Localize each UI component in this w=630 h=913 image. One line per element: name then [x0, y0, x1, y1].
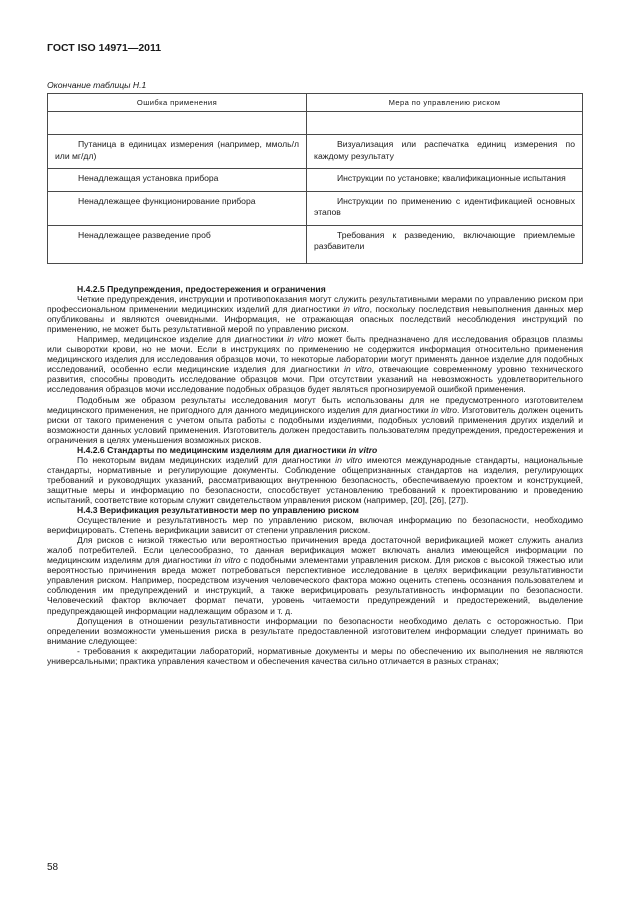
error-cell: Путаница в единицах измерения (например, ммоль/л или мг/дл) [48, 135, 307, 169]
document-header: ГОСТ ISO 14971—2011 [47, 42, 162, 54]
section-heading-h425: Н.4.2.5 Предупреждения, предостережения и ограничения [77, 284, 326, 294]
list-item: - требования к аккредитации лабораторий, нормативные документы и меры по обеспечению их выполнения не являются универсальными; практика управления качеством и обеспечения качества сильно отличается в разных странах; [47, 645, 583, 666]
section-heading-h43: Н.4.3 Верификация результативности мер по управлению риском [77, 505, 359, 516]
measure-cell: Инструкции по применению с идентификацией основных этапов [307, 191, 583, 225]
table-caption: Окончание таблицы Н.1 [47, 80, 147, 90]
paragraph: По некоторым видам медицинских изделий для диагностики in vitro имеются международные стандарты, национальные стандарты, нормативные и регулирующие документы. Соблюдение общепризнанных стандартов на изделия, регулирующих требований и руководящих указаний, рассматривающих внутреннюю безопасность, обеспечиваемую проектом и конструкцией, защитные меры и информацию по безопасности, способствует установлению требований к проектированию и проведению испытаний, соответствие которым служит свидетельством управления риском (например, [20], [26], [27]). [47, 454, 584, 505]
measure-cell: Инструкции по установке; квалификационные испытания [307, 169, 583, 192]
paragraph: Подобным же образом результаты исследования могут быть использованы для не предусмотренного изготовителем медицинского применения, не пригодного для данного медицинского изделия для диагностики in vitro. Изготовитель должен оценить риски от такого применения с учетом опыта работы с подобными изделиями, подобных условий применения других изделий и возможности данных условий применения. Изготовитель должен предоставить пользователям предупреждения, предостережения и ограничения в целях уменьшения возможных рисков. [47, 394, 583, 445]
measure-cell: Требования к разведению, включающие приемлемые разбавители [307, 225, 583, 263]
paragraph: Для рисков с низкой тяжестью или вероятностью причинения вреда достаточной верификацией может служить анализ жалоб потребителей. Если целесообразно, то данная верификация может включать анализ имеющейся информации по медицинским изделиям для диагностики in vitro с подобными элементами управления риском. Для рисков с высокой тяжестью или вероятностью причинения вреда может потребоваться перспективное исследование в целях верификации результативности управления риском. Например, посредством изучения человеческого фактора можно оценить степень осознания пользователем и соблюдения им предупреждений и инструкций, а также верифицировать результативность информации по безопасности. Человеческий фактор включает формат печати, уровень читаемости предупреждений и предостережений, выделение предупреждающей информации надлежащим образом и т. д. [47, 535, 583, 616]
paragraph: Допущения в отношении результативности информации по безопасности необходимо делать с осторожностью. При определении возможности уменьшения риска в результате предоставленной изготовителем информации следует принимать во внимание следующее: [47, 615, 583, 646]
column-header-error: Ошибка применения [48, 94, 307, 112]
error-cell: Ненадлежащее разведение проб [48, 225, 307, 263]
section-heading-h426: Н.4.2.6 Стандарты по медицинским изделиям для диагностики in vitro [77, 444, 378, 455]
table-row [48, 191, 583, 225]
page-number: 58 [47, 862, 59, 873]
table-row [48, 135, 583, 169]
table-row [48, 169, 583, 192]
table-header-row [48, 94, 583, 112]
column-header-measure: Мера по управлению риском [307, 94, 583, 112]
table-spacer-row [48, 112, 583, 135]
paragraph: Осуществление и результативность мер по управлению риском, включая информацию по безопасности, необходимо верифицировать. Степень верификации зависит от степени управления риском. [47, 515, 583, 536]
use-error-table [47, 93, 583, 264]
measure-cell: Визуализация или распечатка единиц измерения по каждому результату [307, 135, 583, 169]
error-cell: Ненадлежащая установка прибора [48, 169, 307, 192]
error-cell: Ненадлежащее функционирование прибора [48, 191, 307, 225]
table-row [48, 225, 583, 263]
paragraph: Четкие предупреждения, инструкции и противопоказания могут служить результативными мерами по управлению риском при профессиональном применении медицинских изделий для диагностики in vitro, поскольку последствия невыполнения данных мер опубликованы и являются очевидными. Информация, не отражающая опасных последствий несоблюдения инструкций по применению, не может быть результативной мерой по управлению риском. [47, 294, 583, 335]
body-text [47, 284, 583, 666]
paragraph: Например, медицинское изделие для диагностики in vitro может быть предназначено для исследования образцов плазмы или сыворотки крови, но не мочи. Если в инструкциях по применению не содержится информация относительно применения медицинского изделия для исследования образцов мочи, то некоторые лаборатории могут применять данное изделие для подобных исследований, особенно если медицинские изделия для диагностики in vitro, отвечающие современному уровню технического развития, способны проводить исследование образцов мочи. При отсутствии указаний на невозможность удовлетворительного исследования образцов мочи исследование подобных образцов будет являться прогнозируемой ошибкой применения. [47, 334, 584, 395]
